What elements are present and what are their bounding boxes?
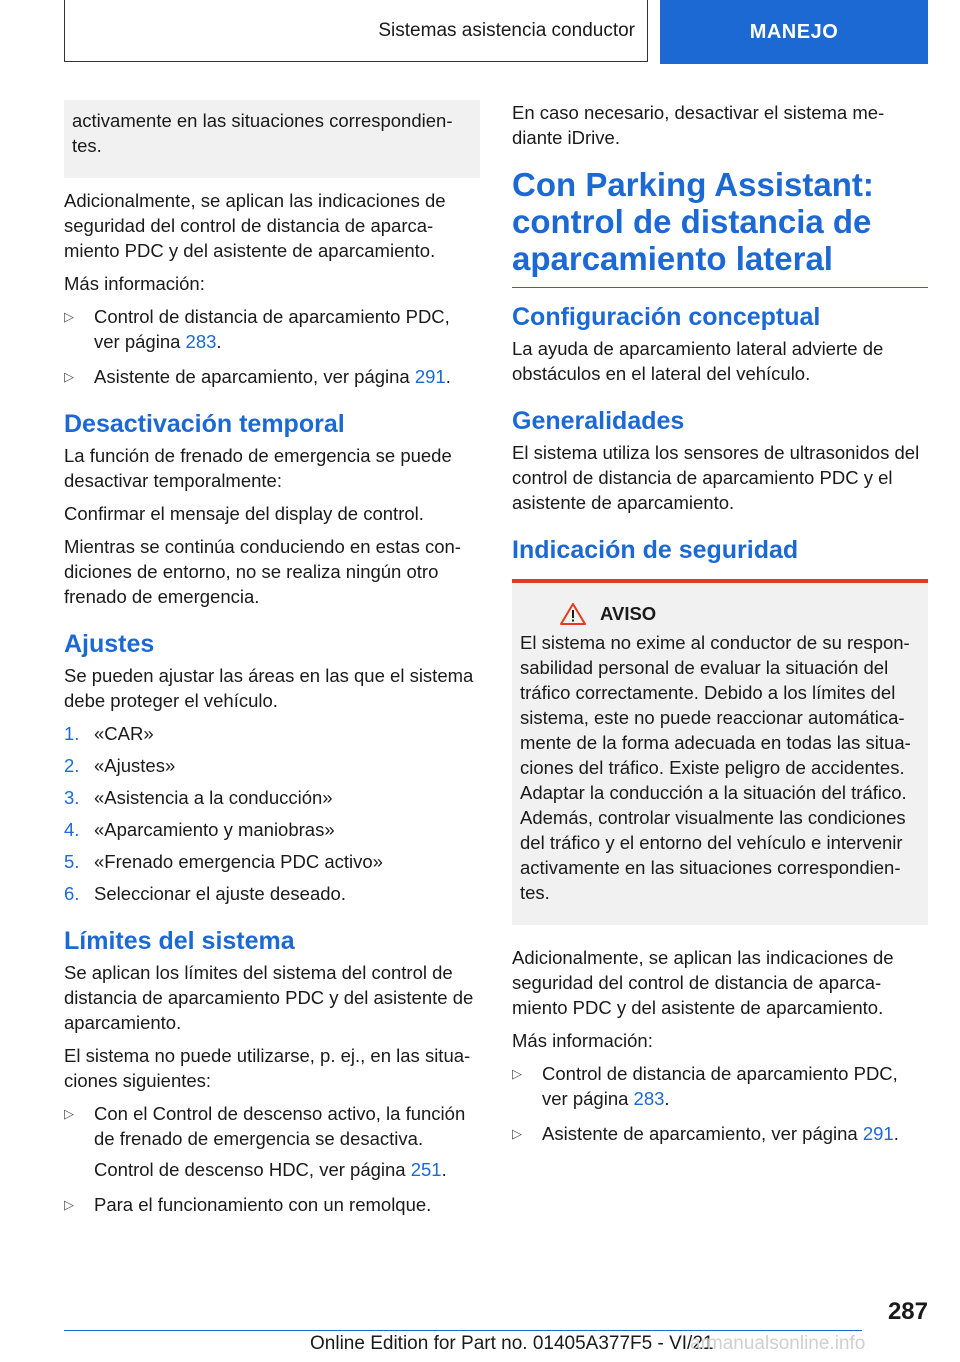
limits-list: [64, 1101, 480, 1217]
warning-body: El sistema no exime al conductor de su respon‐sabilidad personal de evaluar la situación del tráfico correctamente. Debido a los límites del sistema, este no puede reaccionar automática‐mente de la forma adecuada en todas las situa‐ciones del tráfico. Existe peligro de accidentes. Adaptar la conducción a la situación del tráfico. Además, controlar visualmente las condiciones del tráfico y el entorno del vehículo e intervenir activamente en las situaciones correspondien‐tes.: [520, 632, 911, 903]
page-number: 287: [887, 1298, 928, 1325]
heading-ajustes: Ajustes: [64, 630, 155, 658]
heading-seguridad: Indicación de seguridad: [512, 536, 799, 564]
step-item: 5. «Frenado emergencia PDC activo»: [64, 851, 383, 872]
triangle-bullet-icon: ▷: [64, 1106, 74, 1121]
paragraph: En caso necesario, desactivar el sistema me‐diante iDrive.: [512, 102, 885, 148]
continued-warning-box: [64, 100, 480, 178]
more-info-label: Más información:: [64, 273, 205, 294]
paragraph: Mientras se continúa conduciendo en estas con‐diciones de entorno, no se realiza ningún otro frenado de emergencia.: [64, 536, 461, 607]
list-item: ▷ Asistente de aparcamiento, ver página 291.: [64, 366, 451, 387]
triangle-bullet-icon: ▷: [512, 1066, 522, 1081]
paragraph: La ayuda de aparcamiento lateral advierte de obstáculos en el lateral del vehículo.: [512, 338, 884, 384]
triangle-bullet-icon: ▷: [64, 1197, 74, 1212]
page-header: [64, 0, 928, 64]
page-link[interactable]: 283: [633, 1088, 665, 1109]
step-item: 2. «Ajustes»: [64, 755, 176, 776]
step-item: 1. «CAR»: [64, 723, 154, 744]
warning-triangle-icon: [560, 603, 586, 625]
paragraph: El sistema utiliza los sensores de ultrasonidos del control de distancia de aparcamiento PDC y el asistente de aparcamiento.: [512, 442, 920, 513]
warning-box: [512, 579, 928, 925]
section-title: Sistemas asistencia conductor: [64, 0, 648, 62]
step-item: 4. «Aparcamiento y maniobras»: [64, 819, 335, 840]
heading-generalidades: Generalidades: [512, 407, 685, 435]
footer-divider: [64, 1330, 862, 1331]
paragraph: Confirmar el mensaje del display de control.: [64, 503, 424, 524]
watermark: armanualsonline.info: [690, 1333, 866, 1354]
more-info-label: Más información:: [512, 1030, 653, 1051]
left-column: [64, 100, 480, 1227]
paragraph: Se aplican los límites del sistema del control de distancia de aparcamiento PDC y del asistente de aparcamiento.: [64, 962, 474, 1033]
triangle-bullet-icon: ▷: [64, 369, 74, 384]
settings-steps: [64, 721, 480, 906]
list-item: ▷ Con el Control de descenso activo, la función de frenado de emergencia se desactiva. Control de descenso HDC, ver página 251.: [64, 1101, 480, 1182]
triangle-bullet-icon: ▷: [512, 1126, 522, 1141]
heading-configuracion: Configuración conceptual: [512, 303, 821, 331]
page-link[interactable]: 291: [414, 366, 446, 387]
section-heading: Con Parking Assistant: control de distancia de aparcamiento lateral: [512, 166, 928, 288]
paragraph: Se pueden ajustar las áreas en las que el sistema debe proteger el vehículo.: [64, 665, 474, 711]
chapter-tab[interactable]: MANEJO: [660, 0, 928, 64]
continued-warning-text: activamente en las situaciones correspondien‐tes.: [72, 110, 453, 156]
step-item: 6. Seleccionar el ajuste deseado.: [64, 883, 346, 904]
step-item: 3. «Asistencia a la conducción»: [64, 787, 333, 808]
page-link[interactable]: 283: [185, 331, 217, 352]
paragraph: Adicionalmente, se aplican las indicaciones de seguridad del control de distancia de aparca‐miento PDC y del asistente de aparcamiento.: [64, 190, 446, 261]
page-link[interactable]: 291: [862, 1123, 894, 1144]
heading-desactivacion: Desactivación temporal: [64, 410, 345, 438]
paragraph: Adicionalmente, se aplican las indicaciones de seguridad del control de distancia de aparca‐miento PDC y del asistente de aparcamiento.: [512, 947, 894, 1018]
heading-limites: Límites del sistema: [64, 927, 295, 955]
list-item: ▷ Para el funcionamiento con un remolque.: [64, 1194, 432, 1215]
page-link[interactable]: 251: [410, 1159, 442, 1180]
paragraph: El sistema no puede utilizarse, p. ej., en las situa‐ciones siguientes:: [64, 1045, 471, 1091]
list-item: ▷ Control de distancia de aparcamiento PDC, ver página 283.: [512, 1063, 898, 1109]
sub-reference: Control de descenso HDC, ver página 251.: [94, 1159, 447, 1180]
paragraph: La función de frenado de emergencia se puede desactivar temporalmente:: [64, 445, 452, 491]
reference-list: [512, 1061, 928, 1146]
triangle-bullet-icon: ▷: [64, 309, 74, 324]
right-column: [512, 100, 928, 1156]
list-item: ▷ Control de distancia de aparcamiento PDC, ver página 283.: [64, 306, 450, 352]
warning-title: AVISO: [560, 601, 920, 626]
reference-list: [64, 304, 480, 389]
edition-text: Online Edition for Part no. 01405A377F5 - VI/21: [310, 1333, 714, 1354]
list-item: ▷ Asistente de aparcamiento, ver página 291.: [512, 1123, 899, 1144]
